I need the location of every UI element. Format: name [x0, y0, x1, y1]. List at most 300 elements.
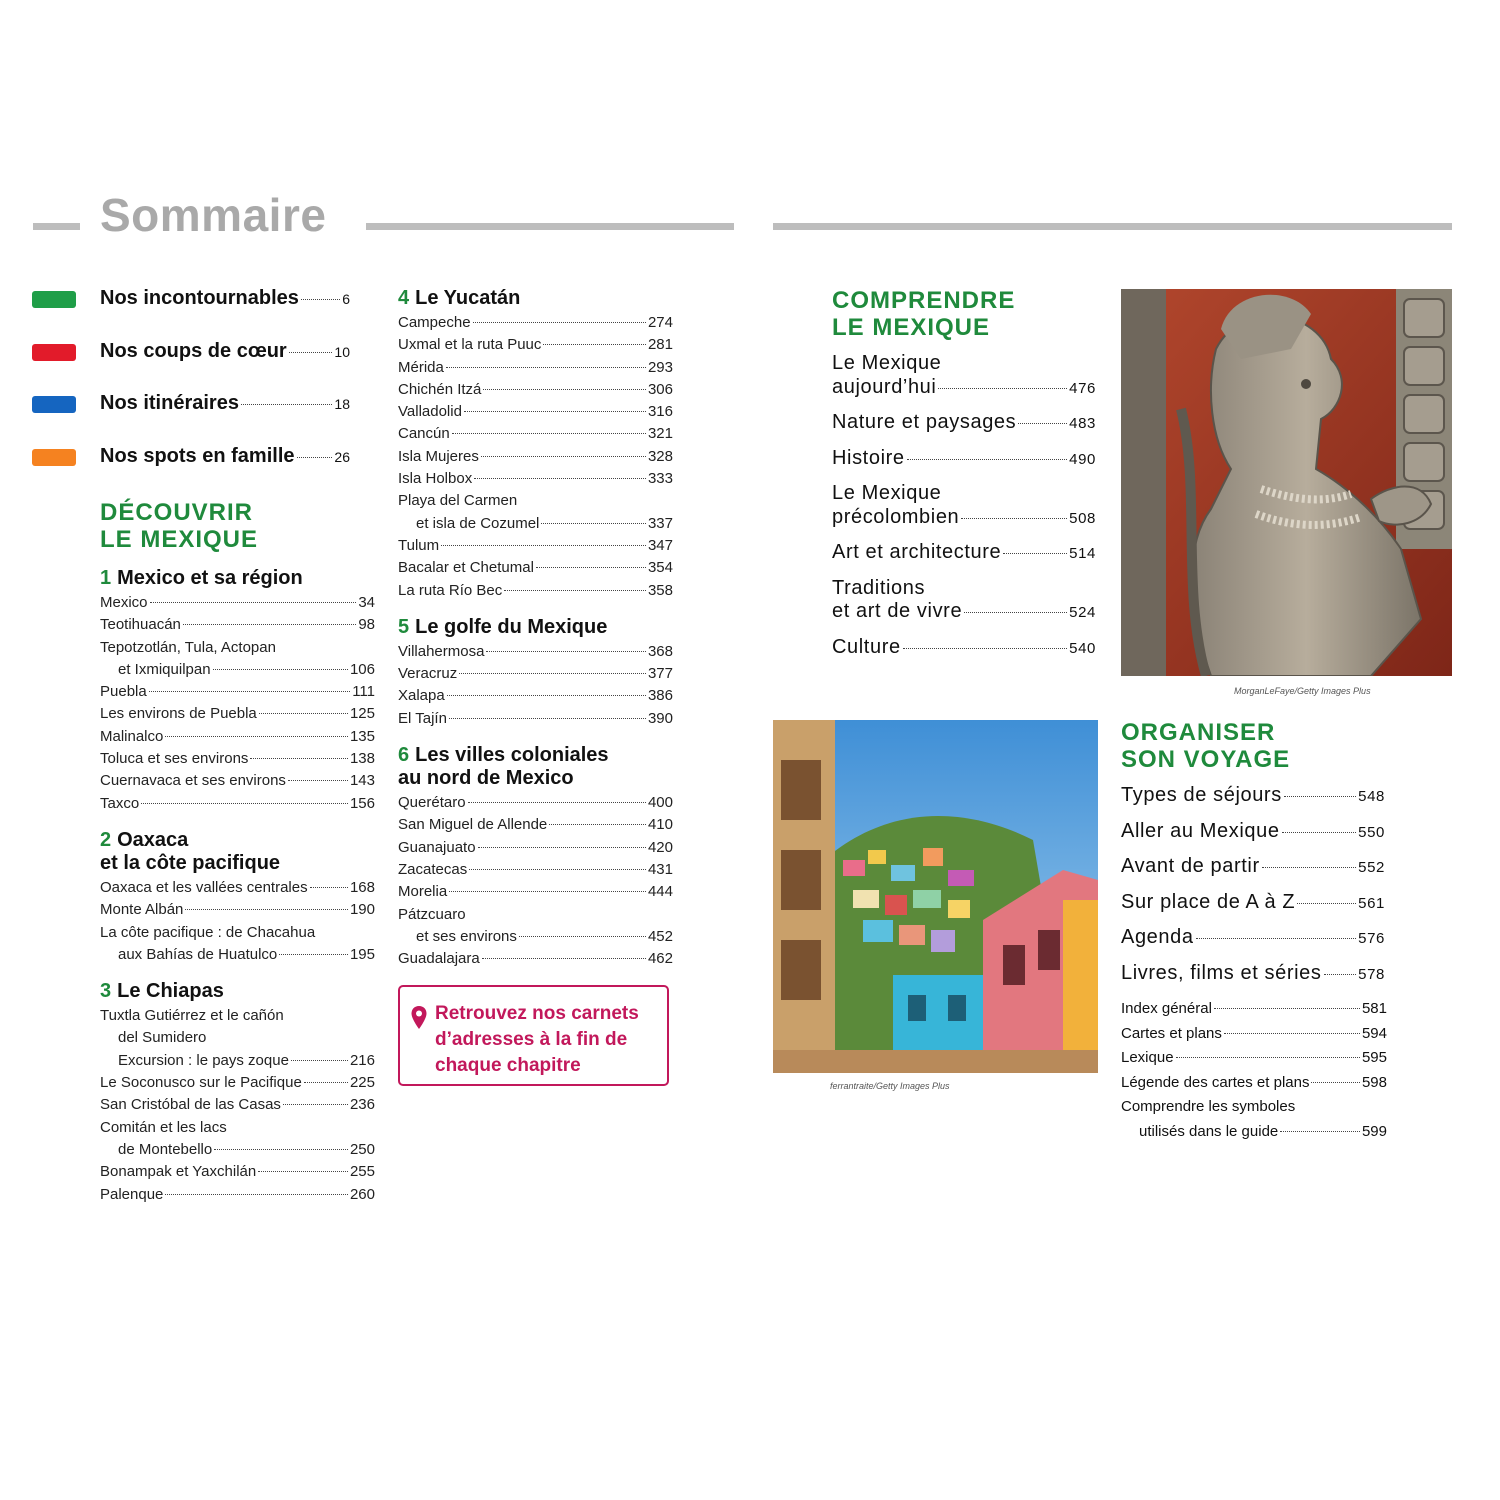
entry-label: Isla Holbox	[398, 470, 473, 488]
toc-entry[interactable]	[100, 614, 375, 636]
leader-row	[100, 592, 375, 614]
page-number: 26	[334, 448, 350, 465]
toc-entry[interactable]	[398, 312, 673, 334]
page-number: 431	[647, 860, 673, 878]
toc-entry[interactable]	[398, 859, 673, 881]
toc-entry[interactable]	[398, 837, 673, 859]
toc-entry[interactable]	[1121, 1022, 1387, 1047]
page-number: 34	[358, 594, 375, 611]
page-number: 306	[647, 380, 673, 398]
dot-leader	[447, 695, 646, 696]
entry-label: La ruta Río Bec	[398, 581, 503, 599]
toc-entry[interactable]	[398, 881, 673, 903]
toc-entry[interactable]	[1121, 962, 1385, 987]
leader-row	[398, 401, 673, 423]
toc-entry[interactable]	[398, 792, 673, 814]
special-entry[interactable]	[100, 392, 375, 445]
chapter-title[interactable]	[398, 744, 673, 790]
dot-leader	[481, 456, 646, 457]
page-number: 321	[647, 425, 673, 443]
page-number: 462	[647, 950, 673, 968]
entry-label: Valladolid	[398, 403, 462, 421]
toc-entry[interactable]	[1121, 891, 1385, 916]
special-entry[interactable]	[100, 340, 375, 393]
page-number: 358	[647, 581, 673, 599]
dot-leader	[213, 669, 348, 670]
entry-label-line1: Le Mexique	[832, 482, 942, 504]
special-entry[interactable]	[100, 287, 375, 340]
page-number: 548	[1358, 788, 1385, 805]
entry-label: Sur place de A à Z	[1121, 890, 1296, 913]
page-number: 595	[1361, 1049, 1387, 1067]
entry-label-line1: Playa del Carmen	[398, 492, 518, 510]
leader-row	[1121, 891, 1385, 916]
entry-label: et Ixmiquilpan	[118, 660, 211, 678]
entry-label: utilisés dans le guide	[1139, 1122, 1279, 1140]
entry-label: Agenda	[1121, 926, 1194, 948]
leader-row	[1121, 820, 1385, 845]
page-number: 135	[349, 727, 375, 745]
dot-leader	[519, 936, 646, 937]
dot-leader	[250, 758, 348, 759]
leader-row	[100, 681, 375, 703]
toc-entry[interactable]	[832, 447, 1096, 472]
toc-entry[interactable]	[100, 1005, 375, 1072]
toc-entry[interactable]	[100, 703, 375, 725]
chapter-title-line1: Mexico et sa région	[117, 567, 303, 589]
color-swatch	[32, 291, 76, 308]
entry-label: Les environs de Puebla	[100, 705, 257, 723]
page-number: 377	[647, 665, 673, 683]
entry-label-line1: Tepotzotlán, Tula, Actopan	[100, 638, 276, 656]
dot-leader	[258, 1171, 348, 1172]
column-1-chapters	[100, 567, 375, 1206]
column-1	[100, 287, 375, 1206]
toc-entry[interactable]	[100, 899, 375, 921]
dot-leader	[483, 389, 646, 390]
page-number: 274	[647, 314, 673, 331]
page-number: 281	[647, 336, 673, 354]
dot-leader	[310, 887, 348, 888]
dot-leader	[903, 648, 1067, 649]
toc-entry[interactable]	[832, 482, 1096, 530]
leader-row	[1121, 926, 1385, 951]
page-number: 190	[349, 901, 375, 919]
toc-entry[interactable]	[100, 748, 375, 770]
page-number: 400	[647, 794, 673, 812]
page-number: 106	[349, 660, 375, 678]
dot-leader	[165, 736, 348, 737]
page-title: Sommaire	[100, 189, 327, 241]
toc-entry[interactable]	[100, 681, 375, 703]
dot-leader	[1280, 1131, 1360, 1132]
entry-label: aujourd’hui	[832, 375, 937, 398]
entry-label: Querétaro	[398, 794, 466, 812]
leader-row	[832, 541, 1096, 566]
toc-entry[interactable]	[398, 904, 673, 949]
title-rule-right	[773, 223, 1452, 230]
leader-row	[398, 379, 673, 401]
toc-entry[interactable]	[100, 726, 375, 748]
entry-label: Culture	[832, 635, 901, 658]
leader-row	[100, 944, 375, 966]
toc-entry[interactable]	[100, 922, 375, 967]
dot-leader	[1282, 832, 1357, 833]
page-number: 225	[349, 1074, 375, 1092]
entry-label: Villahermosa	[398, 642, 485, 660]
color-swatch	[32, 449, 76, 466]
leader-row	[398, 685, 673, 707]
toc-entry[interactable]	[1121, 1046, 1387, 1071]
comprendre-title-line1: COMPRENDRE	[832, 287, 1016, 314]
leader-row	[100, 899, 375, 921]
entry-label: de Montebello	[118, 1140, 213, 1158]
leader-row	[100, 614, 375, 636]
chapter-title[interactable]	[100, 980, 375, 1003]
page-number: 410	[647, 816, 673, 834]
leader-row	[398, 334, 673, 356]
leader-row	[1121, 1046, 1387, 1071]
chapter-1	[100, 567, 375, 815]
page-number: 18	[334, 396, 350, 412]
page-number: 328	[647, 447, 673, 465]
dot-leader	[1003, 553, 1067, 554]
entry-label: Chichén Itzá	[398, 380, 482, 398]
special-entry[interactable]	[100, 445, 375, 498]
page-number: 552	[1358, 859, 1385, 876]
toc-entry[interactable]	[398, 685, 673, 707]
toc-entry[interactable]	[398, 468, 673, 490]
toc-entry[interactable]	[1121, 820, 1385, 845]
entry-label: San Cristóbal de las Casas	[100, 1096, 281, 1114]
toc-entry[interactable]	[832, 577, 1096, 625]
title-rule-left	[33, 223, 80, 230]
toc-entry[interactable]	[398, 401, 673, 423]
leader-row	[398, 423, 673, 445]
chapter-number: 4	[398, 287, 410, 309]
page-number: 508	[1069, 509, 1096, 527]
toc-entry[interactable]	[100, 637, 375, 682]
toc-entry[interactable]	[398, 557, 673, 579]
page-number: 6	[342, 291, 350, 307]
entry-label: Nos itinéraires	[100, 392, 239, 414]
photo-mayan-credit: MorganLeFaye/Getty Images Plus	[1234, 686, 1371, 696]
toc-entry[interactable]	[100, 793, 375, 815]
page-number: 156	[349, 794, 375, 812]
leader-row	[832, 600, 1096, 625]
dot-leader	[141, 803, 348, 804]
page-number: 524	[1069, 604, 1096, 621]
entry-label: Toluca et ses environs	[100, 750, 249, 768]
toc-entry[interactable]	[398, 641, 673, 663]
entry-label: Mexico	[100, 594, 148, 611]
page-number: 125	[349, 705, 375, 723]
comprendre-section	[832, 287, 1096, 671]
page-number: 98	[358, 616, 375, 634]
entry-label: Bonampak et Yaxchilán	[100, 1163, 257, 1181]
entry-label: Monte Albán	[100, 901, 184, 919]
chapter-title[interactable]	[100, 829, 375, 875]
leader-row	[398, 513, 673, 535]
toc-entry[interactable]	[398, 535, 673, 557]
photo-colonial-town	[773, 720, 1098, 1073]
mayan-relief-image	[1121, 289, 1452, 676]
chapter-title[interactable]	[398, 287, 673, 310]
chapter-4	[398, 287, 673, 602]
page-number: 581	[1361, 1000, 1387, 1017]
chapter-title-line1: Le Yucatán	[415, 287, 521, 309]
column-2	[398, 287, 673, 970]
chapter-2	[100, 829, 375, 966]
page-number: 483	[1069, 415, 1096, 432]
entry-label: Lexique	[1121, 1049, 1174, 1067]
leader-row	[398, 641, 673, 663]
leader-row	[398, 926, 673, 948]
chapter-title[interactable]	[398, 616, 673, 639]
dot-leader	[150, 602, 357, 603]
dot-leader	[464, 411, 646, 412]
entry-label-line2: del Sumidero	[118, 1029, 207, 1047]
entry-label: Histoire	[832, 446, 905, 469]
entry-label: Nos spots en famille	[100, 444, 295, 467]
page-number: 316	[647, 403, 673, 421]
leader-row	[1121, 855, 1385, 880]
toc-entry[interactable]	[398, 446, 673, 468]
page-number: 337	[647, 514, 673, 532]
dot-leader	[1018, 423, 1067, 424]
dot-leader	[1324, 974, 1357, 975]
chapter-number: 1	[100, 567, 112, 589]
leader-row	[1121, 784, 1385, 809]
organiser-title-line2: SON VOYAGE	[1121, 746, 1291, 773]
entry-label: Oaxaca et les vallées centrales	[100, 878, 308, 896]
leader-row	[100, 770, 375, 792]
colonial-town-image	[773, 720, 1098, 1073]
page-number: 354	[647, 559, 673, 577]
dot-leader	[1176, 1057, 1360, 1058]
dot-leader	[549, 824, 646, 825]
toc-entry[interactable]	[100, 1161, 375, 1183]
page-number: 333	[647, 470, 673, 488]
page-number: 444	[647, 883, 673, 901]
entry-label: Guadalajara	[398, 950, 480, 968]
page-number: 138	[349, 750, 375, 768]
toc-entry[interactable]	[100, 1072, 375, 1094]
toc-entry[interactable]	[398, 814, 673, 836]
page-number: 578	[1358, 965, 1385, 983]
chapter-entries	[100, 1005, 375, 1206]
leader-row	[832, 447, 1096, 472]
toc-entry[interactable]	[398, 334, 673, 356]
dot-leader	[165, 1194, 348, 1195]
chapter-title-line2: au nord de Mexico	[398, 767, 574, 790]
dot-leader	[279, 954, 348, 955]
leader-row	[398, 792, 673, 814]
leader-row	[100, 1094, 375, 1116]
chapter-title-line1: Le golfe du Mexique	[415, 615, 608, 638]
toc-entry[interactable]	[100, 592, 375, 614]
entry-label: Xalapa	[398, 687, 445, 705]
chapter-3	[100, 980, 375, 1206]
entry-label: Guanajuato	[398, 838, 476, 856]
organiser-title-line1: ORGANISER	[1121, 719, 1276, 746]
toc-entry[interactable]	[398, 663, 673, 685]
entry-label: Mérida	[398, 358, 444, 376]
page-number: 550	[1358, 823, 1385, 841]
toc-entry[interactable]	[1121, 997, 1387, 1022]
entry-label: Taxco	[100, 794, 140, 812]
leader-row	[832, 411, 1096, 436]
dot-leader	[473, 322, 646, 323]
chapter-5	[398, 616, 673, 730]
dot-leader	[449, 718, 646, 719]
chapter-title-line1: Oaxaca	[117, 828, 189, 851]
chapter-title-line1: Les villes coloniales	[415, 744, 609, 767]
leader-row	[398, 837, 673, 859]
chapter-entries	[398, 312, 673, 602]
toc-entry[interactable]	[1121, 1095, 1387, 1144]
dot-leader	[1262, 867, 1356, 868]
entry-label-line1: Le Mexique	[832, 352, 942, 374]
leader-row	[398, 312, 673, 334]
leader-row	[1121, 997, 1387, 1022]
dot-leader	[441, 545, 646, 546]
leader-row	[100, 877, 375, 899]
entry-label: et ses environs	[416, 927, 517, 945]
entry-label: Index général	[1121, 1000, 1212, 1017]
dot-leader	[938, 388, 1067, 389]
entry-label: Excursion : le pays zoque	[118, 1051, 289, 1069]
address-book-callout	[398, 985, 669, 1086]
entry-label: Nos coups de cœur	[100, 339, 287, 362]
entry-label: Aller au Mexique	[1121, 819, 1280, 842]
entry-label: précolombien	[832, 505, 960, 528]
entry-label: Uxmal et la ruta Puuc	[398, 336, 542, 354]
toc-entry[interactable]	[832, 541, 1096, 566]
entry-label: Cuernavaca et ses environs	[100, 772, 286, 790]
page-number: 195	[349, 945, 375, 963]
toc-entry[interactable]	[398, 948, 673, 970]
leader-row	[1121, 962, 1385, 987]
toc-entry[interactable]	[100, 1184, 375, 1206]
toc-entry[interactable]	[100, 877, 375, 899]
leader-row	[100, 1050, 375, 1072]
chapter-title[interactable]	[100, 567, 375, 590]
dot-leader	[536, 567, 646, 568]
page-number: 490	[1069, 450, 1096, 468]
entry-label: Palenque	[100, 1185, 164, 1203]
toc-entry[interactable]	[398, 708, 673, 730]
dot-leader	[185, 909, 348, 910]
leader-row	[100, 445, 350, 468]
specials-list	[100, 287, 375, 497]
entry-label: Avant de partir	[1121, 855, 1260, 877]
dot-leader	[1284, 796, 1356, 797]
leader-row	[100, 1072, 375, 1094]
dot-leader	[541, 523, 646, 524]
leader-row	[100, 340, 350, 363]
page-number: 420	[647, 838, 673, 856]
entry-label: Teotihuacán	[100, 616, 181, 634]
entry-label-line1: Traditions	[832, 576, 926, 599]
toc-entry[interactable]	[398, 357, 673, 379]
dot-leader	[449, 891, 646, 892]
page-number: 452	[647, 927, 673, 945]
leader-row	[398, 948, 673, 970]
leader-row	[1121, 1120, 1387, 1145]
leader-row	[100, 703, 375, 725]
column-2-chapters	[398, 287, 673, 970]
dot-leader	[289, 352, 333, 353]
toc-entry[interactable]	[832, 411, 1096, 436]
dot-leader	[1196, 938, 1357, 939]
page-number: 143	[349, 772, 375, 790]
toc-entry[interactable]	[1121, 1071, 1387, 1096]
dot-leader	[459, 673, 646, 674]
page-number: 599	[1361, 1122, 1387, 1140]
toc-entry[interactable]	[832, 352, 1096, 400]
toc-entry[interactable]	[398, 490, 673, 535]
entry-label: Tulum	[398, 536, 440, 554]
leader-row	[832, 636, 1096, 661]
page-number: 168	[349, 878, 375, 896]
toc-entry[interactable]	[100, 770, 375, 792]
dot-leader	[1311, 1082, 1360, 1083]
chapter-entries	[100, 592, 375, 815]
comprendre-list	[832, 352, 1096, 660]
toc-entry[interactable]	[1121, 855, 1385, 880]
photo-town-credit: ferrantraite/Getty Images Plus	[830, 1081, 950, 1091]
dot-leader	[504, 590, 646, 591]
leader-row	[100, 1139, 375, 1161]
dot-leader	[469, 869, 646, 870]
dot-leader	[907, 459, 1068, 460]
chapter-number: 5	[398, 615, 410, 638]
page-number: 594	[1361, 1024, 1387, 1042]
chapter-6	[398, 744, 673, 970]
dot-leader	[543, 344, 646, 345]
toc-entry[interactable]	[398, 423, 673, 445]
leader-row	[398, 557, 673, 579]
dot-leader	[241, 404, 332, 405]
toc-entry[interactable]	[1121, 926, 1385, 951]
toc-entry[interactable]	[100, 1094, 375, 1116]
dot-leader	[482, 958, 646, 959]
leader-row	[398, 859, 673, 881]
dot-leader	[474, 478, 646, 479]
dot-leader	[297, 457, 333, 458]
toc-entry[interactable]	[398, 580, 673, 602]
chapter-title-line2: et la côte pacifique	[100, 851, 281, 874]
entry-label-line1: Comitán et les lacs	[100, 1118, 227, 1136]
map-pin-icon	[410, 1005, 428, 1031]
page-number: 293	[647, 358, 673, 376]
entry-label: Nos incontournables	[100, 287, 299, 309]
leader-row	[398, 881, 673, 903]
chapter-title-line1: Le Chiapas	[117, 980, 224, 1003]
toc-entry[interactable]	[100, 1117, 375, 1162]
toc-entry[interactable]	[398, 379, 673, 401]
entry-label: Types de séjours	[1121, 784, 1282, 806]
dot-leader	[446, 367, 646, 368]
page-number: 347	[647, 536, 673, 554]
toc-entry[interactable]	[832, 636, 1096, 661]
entry-label: Nature et paysages	[832, 411, 1017, 433]
page-number: 236	[349, 1096, 375, 1114]
dot-leader	[291, 1060, 348, 1061]
toc-entry[interactable]	[1121, 784, 1385, 809]
leader-row	[398, 535, 673, 557]
